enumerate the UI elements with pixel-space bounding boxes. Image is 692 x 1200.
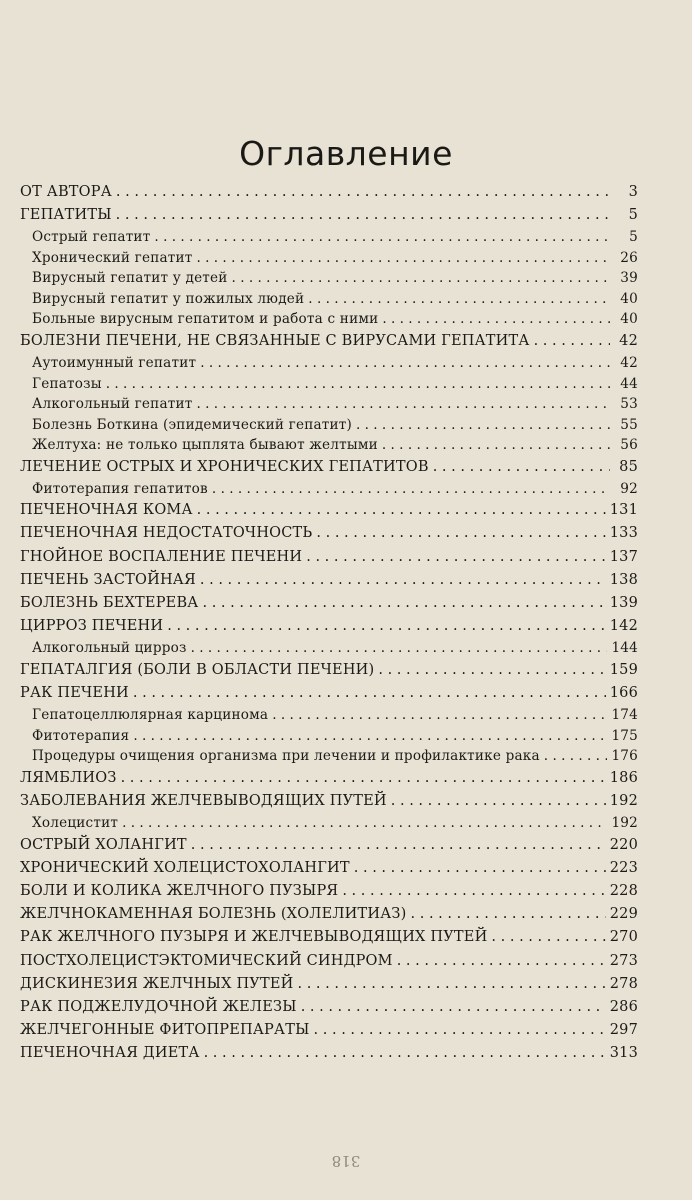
toc-entry-page: 56	[620, 437, 638, 454]
toc-subentry	[20, 268, 638, 289]
page-title: Оглавление	[239, 134, 453, 174]
toc-entry-label: Гепатоцеллюлярная карцинома	[32, 707, 269, 724]
toc-entry-label: Алкогольный гепатит	[32, 396, 193, 413]
toc-entry-label: ХРОНИЧЕСКИЙ ХОЛЕЦИСТОХОЛАНГИТ	[20, 859, 350, 876]
toc-entry-page: 55	[620, 416, 638, 433]
toc-entry	[20, 903, 638, 926]
toc-entry-page: 278	[609, 975, 638, 992]
dot-leader	[232, 268, 610, 289]
dot-leader	[354, 857, 606, 880]
dot-leader	[204, 1042, 606, 1065]
toc-entry-page: 186	[609, 769, 638, 786]
dot-leader	[200, 569, 606, 592]
toc-entry-label: Больные вирусным гепатитом и работа с ними	[32, 311, 379, 328]
toc-entry-label: ЛЯМБЛИОЗ	[20, 769, 117, 786]
dot-leader	[301, 996, 606, 1019]
toc-subentry	[20, 638, 638, 659]
toc-subentry	[20, 394, 638, 415]
toc-entry-page: 144	[611, 640, 638, 657]
toc-entry-page: 138	[609, 571, 638, 588]
dot-leader	[544, 746, 608, 767]
toc-entry-page: 44	[620, 375, 638, 392]
toc-entry	[20, 615, 638, 638]
toc-entry-label: Алкогольный цирроз	[32, 640, 187, 657]
toc-entry-page: 229	[609, 906, 638, 923]
dot-leader	[356, 415, 610, 436]
toc-entry-page: 313	[609, 1045, 638, 1062]
toc-entry-label: Желтуха: не только цыплята бывают желтыми	[32, 437, 378, 454]
toc-subentry	[20, 415, 638, 436]
dot-leader	[382, 435, 610, 456]
toc-entry-label: ОТ АВТОРА	[20, 184, 112, 200]
toc-entry-page: 139	[609, 595, 638, 611]
toc-subentry	[20, 813, 638, 834]
toc-entry-label: Вирусный гепатит у детей	[32, 270, 228, 287]
toc-entry-label: ПЕЧЕНОЧНАЯ ДИЕТА	[20, 1045, 200, 1062]
toc-entry	[20, 880, 638, 903]
toc-entry-page: 5	[628, 207, 638, 224]
dot-leader	[167, 615, 605, 638]
toc-subentry	[20, 726, 638, 747]
toc-subentry	[20, 705, 638, 726]
dot-leader	[308, 289, 610, 310]
dot-leader	[116, 181, 610, 204]
toc-entry-page: 220	[609, 836, 638, 853]
toc-entry-page: 174	[611, 707, 638, 724]
toc-entry-label: ДИСКИНЕЗИЯ ЖЕЛЧНЫХ ПУТЕЙ	[20, 975, 294, 992]
toc-entry-page: 3	[628, 184, 638, 200]
toc-subentry	[20, 289, 638, 310]
toc-subentry	[20, 353, 638, 374]
toc-entry-label: Гепатозы	[32, 375, 102, 392]
toc-subentry	[20, 746, 638, 767]
toc-entry-page: 192	[611, 815, 638, 832]
toc-entry-label: ПЕЧЕНОЧНАЯ НЕДОСТАТОЧНОСТЬ	[20, 525, 313, 542]
dot-leader	[316, 522, 605, 545]
dot-leader	[122, 813, 607, 834]
toc-entry-label: БОЛЕЗНЬ БЕХТЕРЕВА	[20, 595, 199, 611]
dot-leader	[306, 546, 605, 569]
toc-entry-label: Хронический гепатит	[32, 249, 193, 266]
toc-entry-page: 175	[611, 727, 638, 744]
toc-entry-page: 176	[611, 748, 638, 765]
toc-entry-label: ПЕЧЕНЬ ЗАСТОЙНАЯ	[20, 571, 196, 588]
dot-leader	[133, 682, 606, 705]
toc-entry-page: 39	[620, 270, 638, 287]
dot-leader	[411, 903, 606, 926]
toc-entry-page: 42	[620, 355, 638, 372]
toc-subentry	[20, 227, 638, 248]
toc-entry-label: Фитотерапия гепатитов	[32, 480, 208, 497]
toc-entry-page: 133	[609, 525, 638, 542]
toc-entry-label: Процедуры очищения организма при лечении и профилактике рака	[32, 748, 540, 765]
toc-entry	[20, 204, 638, 227]
toc-entry-label: РАК ПОДЖЕЛУДОЧНОЙ ЖЕЛЕЗЫ	[20, 998, 297, 1015]
dot-leader	[121, 767, 606, 790]
dot-leader	[196, 394, 610, 415]
toc-entry	[20, 1019, 638, 1042]
toc-entry	[20, 569, 638, 592]
dot-leader	[200, 353, 610, 374]
dot-leader	[116, 204, 610, 227]
dot-leader	[154, 227, 610, 248]
dot-leader	[106, 374, 610, 395]
toc-entry-label: ЖЕЛЧНОКАМЕННАЯ БОЛЕЗНЬ (ХОЛЕЛИТИАЗ)	[20, 906, 407, 923]
toc-entry	[20, 181, 638, 204]
toc-entry-page: 40	[620, 290, 638, 307]
toc-entry-page: 166	[609, 685, 638, 702]
toc-entry-label: ГЕПАТИТЫ	[20, 207, 112, 224]
toc-entry	[20, 950, 638, 973]
dot-leader	[133, 726, 607, 747]
toc-entry	[20, 857, 638, 880]
page-number: 318	[331, 1152, 361, 1170]
dot-leader	[378, 659, 605, 682]
toc-entry	[20, 790, 638, 813]
toc-entry-label: ЗАБОЛЕВАНИЯ ЖЕЛЧЕВЫВОДЯЩИХ ПУТЕЙ	[20, 792, 387, 809]
dot-leader	[534, 330, 610, 353]
toc-entry-label: Фитотерапия	[32, 727, 130, 744]
toc-entry	[20, 592, 638, 615]
toc-subentry	[20, 374, 638, 395]
toc-entry-page: 26	[620, 249, 638, 266]
dot-leader	[212, 479, 610, 500]
dot-leader	[397, 950, 606, 973]
toc-entry-page: 286	[609, 998, 638, 1015]
dot-leader	[342, 880, 605, 903]
dot-leader	[491, 926, 605, 949]
toc-entry-page: 159	[609, 661, 638, 678]
toc-entry-label: ГНОЙНОЕ ВОСПАЛЕНИЕ ПЕЧЕНИ	[20, 548, 303, 565]
toc-entry-page: 131	[609, 502, 638, 519]
toc-entry-page: 85	[619, 458, 638, 475]
toc-entry-label: ПЕЧЕНОЧНАЯ КОМА	[20, 502, 193, 519]
toc-entry	[20, 1042, 638, 1065]
toc-entry-label: РАК ПЕЧЕНИ	[20, 685, 129, 702]
dot-leader	[314, 1019, 606, 1042]
toc-entry	[20, 522, 638, 545]
table-of-contents	[20, 181, 638, 1066]
toc-entry	[20, 682, 638, 705]
toc-entry-label: Острый гепатит	[32, 229, 151, 246]
toc-entry-page: 5	[629, 229, 638, 246]
toc-entry-label: ГЕПАТАЛГИЯ (БОЛИ В ОБЛАСТИ ПЕЧЕНИ)	[20, 661, 375, 678]
toc-entry-page: 297	[609, 1022, 638, 1039]
toc-entry	[20, 499, 638, 522]
dot-leader	[391, 790, 606, 813]
toc-entry-label: ЛЕЧЕНИЕ ОСТРЫХ И ХРОНИЧЕСКИХ ГЕПАТИТОВ	[20, 458, 429, 475]
toc-subentry	[20, 309, 638, 330]
toc-entry-page: 92	[620, 480, 638, 497]
toc-entry-label: ЖЕЛЧЕГОННЫЕ ФИТОПРЕПАРАТЫ	[20, 1022, 310, 1039]
toc-entry	[20, 767, 638, 790]
toc-entry	[20, 834, 638, 857]
dot-leader	[272, 705, 607, 726]
toc-entry-label: Аутоимунный гепатит	[32, 355, 197, 372]
dot-leader	[191, 834, 606, 857]
dot-leader	[197, 499, 606, 522]
dot-leader	[197, 248, 611, 269]
toc-entry	[20, 659, 638, 682]
toc-entry-page: 42	[619, 332, 638, 349]
toc-entry	[20, 330, 638, 353]
toc-subentry	[20, 479, 638, 500]
toc-entry-page: 273	[609, 952, 638, 969]
toc-entry-label: ЦИРРОЗ ПЕЧЕНИ	[20, 618, 164, 635]
toc-entry-label: ОСТРЫЙ ХОЛАНГИТ	[20, 836, 187, 853]
toc-entry-label: Болезнь Боткина (эпидемический гепатит)	[32, 416, 352, 433]
toc-entry	[20, 926, 638, 949]
dot-leader	[382, 309, 610, 330]
toc-entry-label: БОЛЕЗНИ ПЕЧЕНИ, НЕ СВЯЗАННЫЕ С ВИРУСАМИ ГЕПАТИТА	[20, 332, 530, 349]
toc-entry	[20, 973, 638, 996]
toc-entry-label: РАК ЖЕЛЧНОГО ПУЗЫРЯ И ЖЕЛЧЕВЫВОДЯЩИХ ПУТЕЙ	[20, 929, 488, 946]
dot-leader	[202, 592, 605, 615]
toc-entry	[20, 996, 638, 1019]
toc-subentry	[20, 435, 638, 456]
toc-entry-page: 228	[609, 883, 638, 899]
toc-entry-page: 53	[620, 396, 638, 413]
toc-entry-label: Холецистит	[32, 815, 119, 832]
toc-entry-page: 142	[609, 618, 638, 635]
dot-leader	[297, 973, 605, 996]
toc-entry-page: 40	[620, 311, 638, 328]
toc-entry-page: 137	[609, 548, 638, 565]
toc-entry-label: БОЛИ И КОЛИКА ЖЕЛЧНОГО ПУЗЫРЯ	[20, 883, 339, 899]
toc-entry-page: 223	[609, 859, 638, 876]
toc-entry-label: Вирусный гепатит у пожилых людей	[32, 290, 305, 307]
toc-entry	[20, 546, 638, 569]
toc-entry-page: 192	[609, 792, 638, 809]
toc-entry-page: 270	[609, 929, 638, 946]
toc-entry-label: ПОСТХОЛЕЦИСТЭКТОМИЧЕСКИЙ СИНДРОМ	[20, 952, 393, 969]
toc-entry	[20, 456, 638, 479]
toc-subentry	[20, 248, 638, 269]
dot-leader	[433, 456, 610, 479]
dot-leader	[191, 638, 608, 659]
